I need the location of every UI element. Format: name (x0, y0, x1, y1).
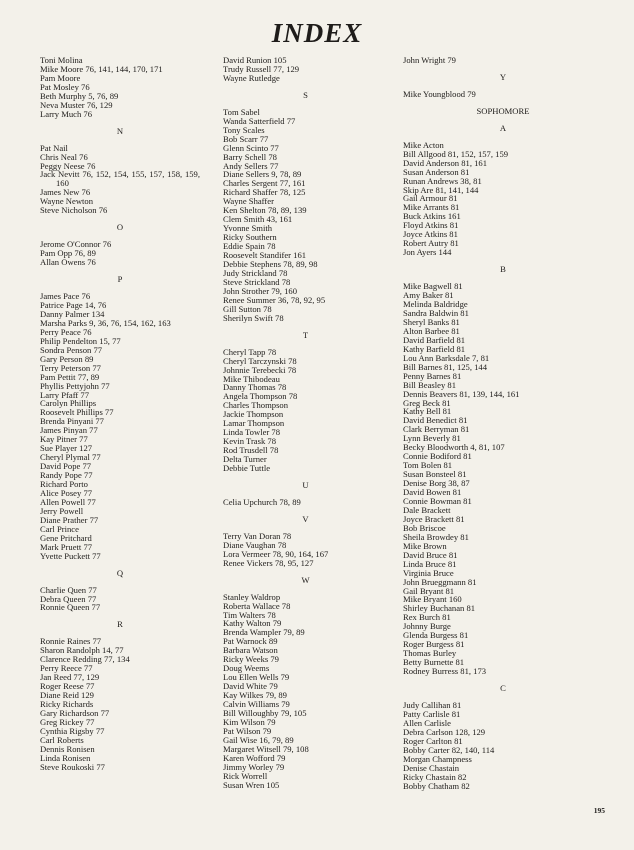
index-entry: Carl Roberts (40, 734, 84, 745)
index-entry: Bob Briscoe (403, 522, 446, 533)
index-entry: Kim Wilson 79 (223, 716, 276, 727)
index-entry: Gary Richardson 77 (40, 708, 110, 718)
index-entry: Roger Reese 77 (40, 681, 95, 692)
index-entry: Mike Arrants 81 (403, 202, 460, 213)
index-entry: Barbara Watson (223, 645, 278, 656)
index-entry: Rick Worrell (223, 770, 268, 781)
index-entry: Morgan Champness (403, 753, 472, 764)
index-entry: Susan Anderson 81 (403, 166, 470, 177)
index-entry: Allen Carlisle (403, 717, 451, 728)
index-entry: Roosevelt Standifer 161 (223, 250, 307, 261)
index-entry: Richard Porto (40, 479, 88, 490)
index-entry: Bill Willoughby 79, 105 (223, 708, 307, 718)
index-entry: Wanda Satterfield 77 (223, 115, 296, 126)
index-entry: David Bowen 81 (403, 487, 462, 498)
index-entry: Rex Burch 81 (403, 612, 451, 623)
index-entry: Perry Reece 77 (40, 663, 93, 674)
index-entry: Virginia Bruce (403, 567, 454, 578)
section-letter-heading: R (117, 619, 123, 630)
index-entry: James Pinyan 77 (40, 425, 98, 436)
index-entry: Toni Molina (40, 55, 83, 65)
index-entry: David White 79 (223, 681, 278, 692)
index-entry: Peggy Neese 76 (40, 160, 96, 171)
index-entry: Greg Rickey 77 (40, 716, 95, 727)
index-entry: Dennis Beavers 81, 139, 144, 161 (403, 388, 520, 399)
index-entry: Charles Thompson (223, 400, 289, 411)
index-entry: Kathy Bell 81 (403, 406, 452, 417)
section-letter-heading: C (500, 683, 506, 694)
index-entry: Danny Thomas 78 (223, 382, 287, 393)
index-entry: Sue Player 127 (40, 443, 93, 454)
index-entry: Melinda Baldridge (403, 299, 468, 310)
section-letter-heading: V (302, 513, 309, 524)
page-title: INDEX (271, 18, 363, 48)
index-entry: Connie Bowman 81 (403, 495, 472, 506)
index-entry: Renee Summer 36, 78, 92, 95 (223, 294, 326, 305)
index-entry: Linda Ronisen (40, 752, 91, 763)
index-entry: James New 76 (40, 187, 91, 198)
section-letter-heading: N (116, 125, 124, 136)
index-entry: Linda Bruce 81 (403, 558, 457, 569)
index-entry: Lynn Beverly 81 (403, 433, 461, 444)
index-entry: Pam Opp 76, 89 (40, 248, 96, 259)
index-entry: Gail Wise 16, 79, 89 (223, 734, 294, 745)
index-entry: Roosevelt Phillips 77 (40, 407, 114, 418)
index-entry: Neva Muster 76, 129 (40, 99, 113, 110)
index-entry: Sandra Baldwin 81 (403, 307, 469, 318)
index-entry: Rod Trusdell 78 (223, 445, 279, 456)
index-entry: Philip Pendelton 15, 77 (40, 335, 121, 346)
index-entry: Pat Wilson 79 (223, 725, 272, 736)
index-entry: Mike Moore 76, 141, 144, 170, 171 (40, 63, 163, 74)
index-entry: Diane Prather 77 (40, 514, 99, 525)
index-entry: David Barfield 81 (403, 334, 466, 345)
index-entry: Runan Andrews 38, 81 (403, 175, 482, 186)
index-entry: Cheryl Plymal 77 (40, 452, 101, 463)
index-entry: Dennis Ronisen (40, 743, 95, 754)
index-entry: Sondra Penson 77 (40, 344, 103, 355)
index-entry: Cheryl Tarczynski 78 (223, 355, 297, 366)
index-entry: Carl Prince (40, 523, 79, 534)
index-entry: Debra Queen 77 (40, 593, 97, 604)
index-entry: Beth Murphy 5, 76, 89 (40, 90, 119, 101)
index-entry: Gill Sutton 78 (223, 303, 272, 314)
index-entry: Kay Wilkes 79, 89 (223, 690, 287, 701)
index-column-3 (403, 56, 603, 791)
index-entry: Sheryl Banks 81 (403, 316, 460, 327)
index-entry: Bobby Chatham 82 (403, 780, 470, 791)
index-entry: Susan Wren 105 (223, 779, 280, 790)
index-entry: John Strother 79, 160 (223, 285, 297, 296)
index-entry: Thomas Burley (403, 648, 457, 659)
index-entry: Calvin Williams 79 (223, 699, 290, 710)
index-entry: Greg Beck 81 (403, 397, 451, 408)
index-entry: Connie Bodiford 81 (403, 451, 472, 462)
index-entry: Tom Sabel (223, 106, 260, 117)
index-entry: Bob Scarr 77 (223, 133, 269, 144)
index-entry: Buck Atkins 161 (403, 211, 461, 222)
index-entry: Penny Barnes 81 (403, 370, 462, 381)
index-entry: Karen Wofford 79 (223, 752, 286, 763)
index-entry: Charlie Quen 77 (40, 584, 97, 595)
index-entry: Susan Bonsteel 81 (403, 469, 467, 480)
page-number: 195 (593, 806, 605, 815)
index-column-2 (223, 56, 388, 790)
index-entry: Steve Roukoski 77 (40, 761, 105, 772)
index-entry: Brenda Wampler 79, 89 (223, 627, 305, 638)
index-entry: Johnnie Terebecki 78 (223, 364, 297, 375)
index-entry: Ronnie Raines 77 (40, 636, 102, 647)
index-entry: Wayne Newton (40, 196, 94, 207)
index-entry: Ken Shelton 78, 89, 139 (223, 205, 307, 216)
index-entry: Yvonne Smith (223, 223, 273, 234)
section-letter-heading: S (303, 89, 308, 100)
index-entry: Steve Nicholson 76 (40, 205, 108, 216)
index-entry: Patrice Page 14, 76 (40, 299, 107, 310)
index-entry: John Brueggmann 81 (403, 576, 477, 587)
index-entry: Allan Owens 76 (40, 257, 96, 268)
index-entry: Trudy Russell 77, 129 (223, 63, 300, 74)
index-entry: Celia Upchurch 78, 89 (223, 496, 301, 507)
index-entry: Steve Strickland 78 (223, 276, 291, 287)
index-entry: Floyd Atkins 81 (403, 220, 459, 231)
index-entry: Kevin Trask 78 (223, 436, 277, 447)
index-entry: Ronnie Queen 77 (40, 602, 101, 613)
index-entry: James Pace 76 (40, 291, 91, 302)
index-entry: Becky Bloodworth 4, 81, 107 (403, 442, 505, 453)
index-entry: Lou Ellen Wells 79 (223, 672, 290, 683)
index-entry: Lora Vermeer 78, 90, 164, 167 (223, 548, 329, 559)
index-entry: Roberta Wallace 78 (223, 600, 291, 611)
index-entry: Kathy Walton 79 (223, 618, 282, 629)
section-letter-heading: SOPHOMORE (476, 105, 530, 116)
section-letter-heading: U (302, 479, 309, 490)
index-entry: Terry Van Doran 78 (223, 530, 292, 541)
index-entry: Roger Carlton 81 (403, 735, 463, 746)
index-entry: Sharon Randolph 14, 77 (40, 645, 124, 656)
section-letter-heading: P (117, 274, 123, 285)
index-entry: Judy Callihan 81 (403, 700, 462, 710)
index-entry: Eddie Spain 78 (223, 241, 276, 252)
index-entry: Cheryl Tapp 78 (223, 346, 277, 357)
index-entry: Marsha Parks 9, 36, 76, 154, 162, 163 (40, 317, 171, 328)
index-entry: Danny Palmer 134 (40, 308, 105, 319)
index-entry: Carolyn Phillips (40, 398, 97, 409)
index-entry: Shirley Buchanan 81 (403, 603, 476, 614)
index-entry: Glenda Burgess 81 (403, 630, 469, 641)
index-entry: Glenn Scinto 77 (223, 142, 279, 153)
index-entry: Gene Pritchard (40, 532, 92, 543)
index-entry: Roger Burgess 81 (403, 639, 465, 650)
index-entry: Alice Posey 77 (40, 487, 93, 498)
index-entry: Rodney Burress 81, 173 (403, 666, 487, 677)
index-entry: Jimmy Worley 79 (223, 761, 285, 772)
index-entry: Stanley Waldrop (223, 591, 281, 602)
index-entry: Jackie Thompson (223, 409, 284, 420)
index-entry: Yvette Puckett 77 (40, 550, 101, 561)
index-column-1 (40, 56, 200, 772)
section-letter-heading: A (499, 122, 507, 133)
section-letter-heading: B (500, 264, 506, 275)
index-entry: Debbie Stephens 78, 89, 98 (223, 259, 318, 270)
index-entry: Charles Sergent 77, 161 (223, 178, 306, 189)
index-entry: Gail Bryant 81 (403, 585, 455, 596)
index-entry: Dale Brackett (403, 504, 451, 515)
index-entry: Mark Pruett 77 (40, 541, 93, 552)
index-entry: Chris Neal 76 (40, 151, 88, 162)
index-entry: Gail Armour 81 (403, 193, 458, 204)
index-entry: Johnny Burge (403, 621, 451, 632)
index-entry: Jack Nevitt 76, 152, 154, 155, 157, 158, 159, 160 (40, 169, 200, 189)
index-entry: Bill Allgood 81, 152, 157, 159 (403, 148, 509, 159)
index-entry: Diane Reid 129 (40, 690, 94, 701)
index-entry: Joyce Atkins 81 (403, 229, 458, 240)
index-entry: Mike Bagwell 81 (403, 281, 463, 292)
index-entry: Phyllis Pettyjohn 77 (40, 380, 110, 391)
section-letter-heading: T (302, 329, 309, 340)
index-entry: Larry Much 76 (40, 108, 93, 119)
index-entry: Jan Reed 77, 129 (40, 672, 100, 683)
index-entry: Mike Bryant 160 (403, 594, 462, 605)
index-entry: David Benedict 81 (403, 415, 468, 426)
index-entry: Wayne Shaffer (223, 196, 274, 207)
index-entry: Perry Peace 76 (40, 326, 92, 337)
index-entry: Alton Barbee 81 (403, 325, 460, 336)
index-entry: Randy Pope 77 (40, 470, 93, 481)
index-entry: Sherilyn Swift 78 (223, 312, 284, 323)
index-entry: Wayne Rutledge (223, 72, 280, 83)
index-entry: David Pope 77 (40, 461, 92, 472)
index-entry: Lou Ann Barksdale 7, 81 (403, 352, 490, 363)
index-entry: Renee Vickers 78, 95, 127 (223, 557, 314, 568)
index-entry: David Bruce 81 (403, 549, 458, 560)
index-entry: Terry Peterson 77 (40, 362, 101, 373)
index-entry: John Wright 79 (403, 55, 456, 65)
index-entry: Robert Autry 81 (403, 238, 459, 249)
section-letter-heading: Q (116, 567, 124, 578)
index-entry: Margaret Witsell 79, 108 (223, 743, 309, 754)
index-entry: David Anderson 81, 161 (403, 157, 488, 168)
index-entry: Mike Acton (403, 139, 444, 150)
index-entry: Clarence Redding 77, 134 (40, 654, 130, 665)
index-entry: Debbie Tuttle (223, 463, 271, 474)
index-entry: Mike Brown (403, 540, 447, 551)
index-entry: Diane Sellers 9, 78, 89 (223, 169, 302, 180)
index-entry: Pat Nail (40, 142, 68, 153)
index-entry: Bobby Carter 82, 140, 114 (403, 744, 495, 755)
index-entry: Andy Sellers 77 (223, 160, 279, 171)
section-letter-heading: Y (499, 71, 507, 82)
index-entry: Lamar Thompson (223, 418, 285, 429)
index-entry: Denise Chastain (403, 762, 460, 773)
index-entry: Allen Powell 77 (40, 496, 96, 507)
index-entry: Linda Towler 78 (223, 427, 280, 438)
index-entry: Cynthia Rigsby 77 (40, 725, 105, 736)
index-entry: Sheila Browdey 81 (403, 531, 469, 542)
index-entry: Clem Smith 43, 161 (223, 214, 293, 225)
index-entry: Pam Pettit 77, 89 (40, 371, 100, 382)
index-entry: Bill Barnes 81, 125, 144 (403, 361, 488, 372)
index-entry: Amy Baker 81 (403, 290, 454, 301)
index-entry: Pat Warnock 89 (223, 636, 278, 647)
index-entry: Ricky Richards (40, 699, 94, 710)
index-entry: Jerome O'Connor 76 (40, 239, 112, 250)
index-entry: David Runion 105 (223, 55, 287, 65)
index-entry: Mike Youngblood 79 (403, 88, 476, 99)
index-entry: Tom Bolen 81 (403, 460, 453, 471)
index-entry: Jon Ayers 144 (403, 247, 452, 258)
index-entry: Jerry Powell (40, 505, 84, 516)
index-entry: Tony Scales (223, 124, 265, 135)
index-entry: Debra Carlson 128, 129 (403, 726, 486, 737)
index-entry: Skip Are 81, 141, 144 (403, 184, 479, 195)
index-entry: Barry Schell 78 (223, 151, 277, 162)
index-entry: Joyce Brackett 81 (403, 513, 465, 524)
index-entry: Pam Moore (40, 72, 81, 83)
index-entry: Ricky Chastain 82 (403, 771, 467, 782)
index-entry: Delta Turner (223, 454, 267, 465)
index-entry: Patty Carlisle 81 (403, 708, 461, 719)
index-entry: Larry Pfaff 77 (40, 389, 89, 400)
index-entry: Clark Berryman 81 (403, 424, 470, 435)
index-entry: Bill Beasley 81 (403, 379, 456, 390)
index-entry: Kay Pitner 77 (40, 434, 88, 445)
index-entry: Diane Vaughan 78 (223, 539, 287, 550)
section-letter-heading: O (116, 222, 124, 233)
index-entry: Tim Walters 78 (223, 609, 276, 620)
index-entry: Mike Thibodeau (223, 373, 280, 384)
index-entry: Judy Strickland 78 (223, 267, 288, 278)
index-entry: Richard Shaffer 78, 125 (223, 187, 306, 198)
index-entry: Ricky Weeks 79 (223, 654, 279, 665)
index-entry: Doug Weems (223, 663, 270, 674)
index-entry: Gary Person 89 (40, 353, 94, 364)
index-entry: Brenda Pinyani 77 (40, 416, 104, 427)
index-entry: Betty Burnette 81 (403, 657, 465, 668)
section-letter-heading: W (301, 574, 310, 585)
index-entry: Angela Thompson 78 (223, 391, 298, 402)
index-entry: Pat Mosley 76 (40, 81, 90, 92)
index-entry: Ricky Southern (223, 232, 277, 243)
index-entry: Denise Borg 38, 87 (403, 478, 470, 489)
index-entry: Kathy Barfield 81 (403, 343, 466, 354)
